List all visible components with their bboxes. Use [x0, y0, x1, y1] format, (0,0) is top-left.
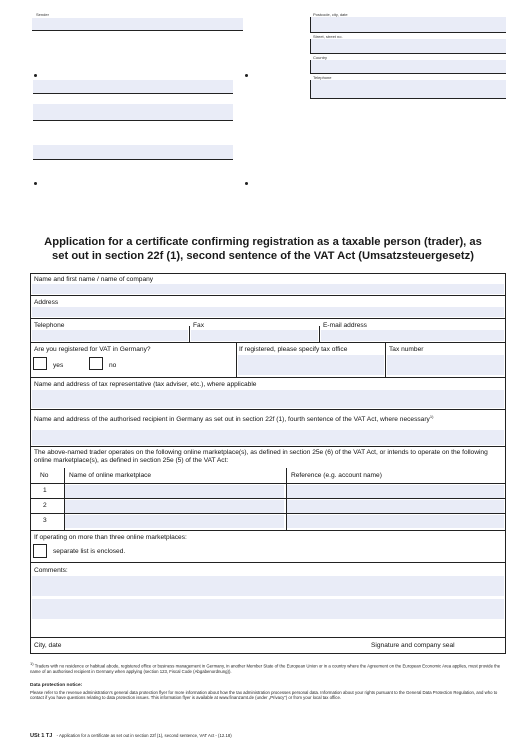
- auth-recipient-row: [31, 410, 505, 447]
- page-title: [20, 235, 506, 263]
- marketplace-ref-field-3[interactable]: [287, 515, 504, 528]
- row-number: 3: [43, 517, 47, 524]
- auth-recipient-text: Name and address of the authorised recipient in Germany as set out in section 22f (1), fourth sentence of the VAT Act, where necessary: [34, 416, 430, 424]
- table-divider-1: [64, 468, 65, 530]
- telephone-field[interactable]: [310, 80, 506, 99]
- footnote-text: Traders with no residence or habitual abode, registered office or business management in Germany, in another Member State of the European Union or in a country where the Agreement on the European Economic Area applies, must provide the name of an authorised recipient in Germany when applying (section 123, Fiscal Code (Abgabenordnung)).: [30, 663, 501, 674]
- separate-list-row: [31, 531, 505, 563]
- data-protection-heading: Data protection notice:: [30, 683, 83, 688]
- corner-mark-bottom-right: [245, 182, 248, 185]
- country-field[interactable]: [310, 60, 506, 74]
- separate-list-checkbox[interactable]: [33, 544, 47, 558]
- data-protection-text: Please refer to the revenue administration's general data protection flyer for more information about how the tax administration processes personal data. Information about your rights pursuant to the General Data Protection Regulation, and who to contact if you have questions relating to data protection issues. This information flyer is available at www.finanzamt.de (under „Privacy“) or from your local tax office.: [30, 690, 498, 701]
- marketplace-name-field-1[interactable]: [65, 485, 284, 498]
- sender-field[interactable]: [32, 18, 243, 31]
- marketplace-header-row: [31, 468, 505, 483]
- city-date-label: City, date: [34, 642, 62, 649]
- street-label: Street, street no.: [313, 34, 343, 39]
- no-checkbox[interactable]: [89, 357, 103, 370]
- no-label: no: [109, 362, 117, 369]
- tax-office-field[interactable]: [238, 355, 384, 375]
- recipient-line-2[interactable]: [33, 104, 233, 121]
- table-divider-2: [286, 468, 287, 530]
- name-field[interactable]: [32, 284, 504, 294]
- row-number: 1: [43, 487, 47, 494]
- signature-label: Signature and company seal: [371, 642, 455, 649]
- marketplace-intro: The above-named trader operates on the following online marketplace(s), as defined in section 25e (6) of the VAT Act, or intends to operate on the following online marketplace(s), as defined in section 25e (5) of the VAT Act:: [34, 449, 488, 464]
- title-line-1: Application for a certificate confirming registration as a taxable person (trader), as: [44, 236, 482, 248]
- recipient-line-3[interactable]: [33, 145, 233, 160]
- fax-label: Fax: [193, 322, 204, 329]
- footnote-marker: 1): [30, 661, 34, 666]
- footnote: [30, 661, 508, 674]
- marketplace-name-field-3[interactable]: [65, 515, 284, 528]
- marketplace-section: [31, 447, 505, 531]
- phone-label: Telephone: [34, 322, 65, 329]
- auth-recipient-footnote-ref: 1): [429, 414, 434, 419]
- fax-field[interactable]: [191, 330, 318, 341]
- col-no: No: [40, 472, 49, 479]
- email-field[interactable]: [321, 330, 504, 341]
- contact-divider-1: [189, 326, 190, 342]
- yes-checkbox[interactable]: [33, 357, 47, 370]
- phone-field[interactable]: [32, 330, 188, 341]
- form-footer: [30, 733, 232, 739]
- telephone-label: Telephone: [313, 75, 332, 80]
- row-number: 2: [43, 502, 47, 509]
- sender-label: Sender: [36, 12, 49, 17]
- comments-label: Comments:: [34, 567, 68, 574]
- tax-rep-row: [31, 378, 505, 410]
- tax-rep-label: Name and address of tax representative (tax adviser, etc.), where applicable: [34, 381, 257, 388]
- table-row: [31, 513, 505, 528]
- form-description: - Application for a certificate as set out in section 22f (1), second sentence, VAT Act - (12.18): [56, 733, 232, 738]
- address-field[interactable]: [32, 307, 504, 317]
- marketplace-ref-field-1[interactable]: [287, 485, 504, 498]
- tax-number-field[interactable]: [387, 355, 504, 375]
- tax-rep-field[interactable]: [32, 390, 504, 408]
- address-label: Address: [34, 299, 59, 306]
- comments-field-1[interactable]: [32, 576, 504, 596]
- country-label: Country: [313, 55, 328, 60]
- yes-label: yes: [53, 362, 64, 369]
- name-row: [31, 274, 505, 296]
- address-row: [31, 296, 505, 319]
- col-name: Name of online marketplace: [69, 472, 152, 479]
- corner-mark-top-right: [245, 74, 248, 77]
- corner-mark-bottom-left: [34, 182, 37, 185]
- form-code: USt 1 TJ: [30, 733, 53, 739]
- vat-divider-1: [236, 343, 237, 377]
- tax-number-label: Tax number: [389, 346, 424, 353]
- postcode-field[interactable]: [310, 17, 506, 33]
- contact-row: [31, 319, 505, 343]
- recipient-line-1[interactable]: [33, 80, 233, 94]
- table-row: [31, 498, 505, 513]
- vat-divider-2: [385, 343, 386, 377]
- auth-recipient-field[interactable]: [32, 430, 504, 445]
- street-field[interactable]: [310, 39, 506, 54]
- application-form: [30, 273, 506, 654]
- more-than-three-label: If operating on more than three online marketplaces:: [34, 534, 187, 541]
- separate-list-label: separate list is enclosed.: [53, 548, 126, 555]
- name-label: Name and first name / name of company: [34, 276, 154, 283]
- table-row: [31, 483, 505, 498]
- email-label: E-mail address: [323, 322, 367, 329]
- contact-divider-2: [319, 326, 320, 342]
- marketplace-ref-field-2[interactable]: [287, 500, 504, 513]
- postcode-label: Postcode, city, date: [313, 12, 348, 17]
- auth-recipient-label: [34, 413, 502, 424]
- title-line-2: set out in section 22f (1), second sentence of the VAT Act (Umsatzsteuergesetz): [52, 250, 474, 262]
- marketplace-name-field-2[interactable]: [65, 500, 284, 513]
- corner-mark-top-left: [34, 74, 37, 77]
- vat-question: Are you registered for VAT in Germany?: [34, 346, 151, 353]
- vat-row: [31, 343, 505, 378]
- col-ref: Reference (e.g. account name): [291, 472, 382, 479]
- comments-row: [31, 563, 505, 638]
- tax-office-label: If registered, please specify tax office: [239, 346, 348, 353]
- comments-field-2[interactable]: [32, 599, 504, 619]
